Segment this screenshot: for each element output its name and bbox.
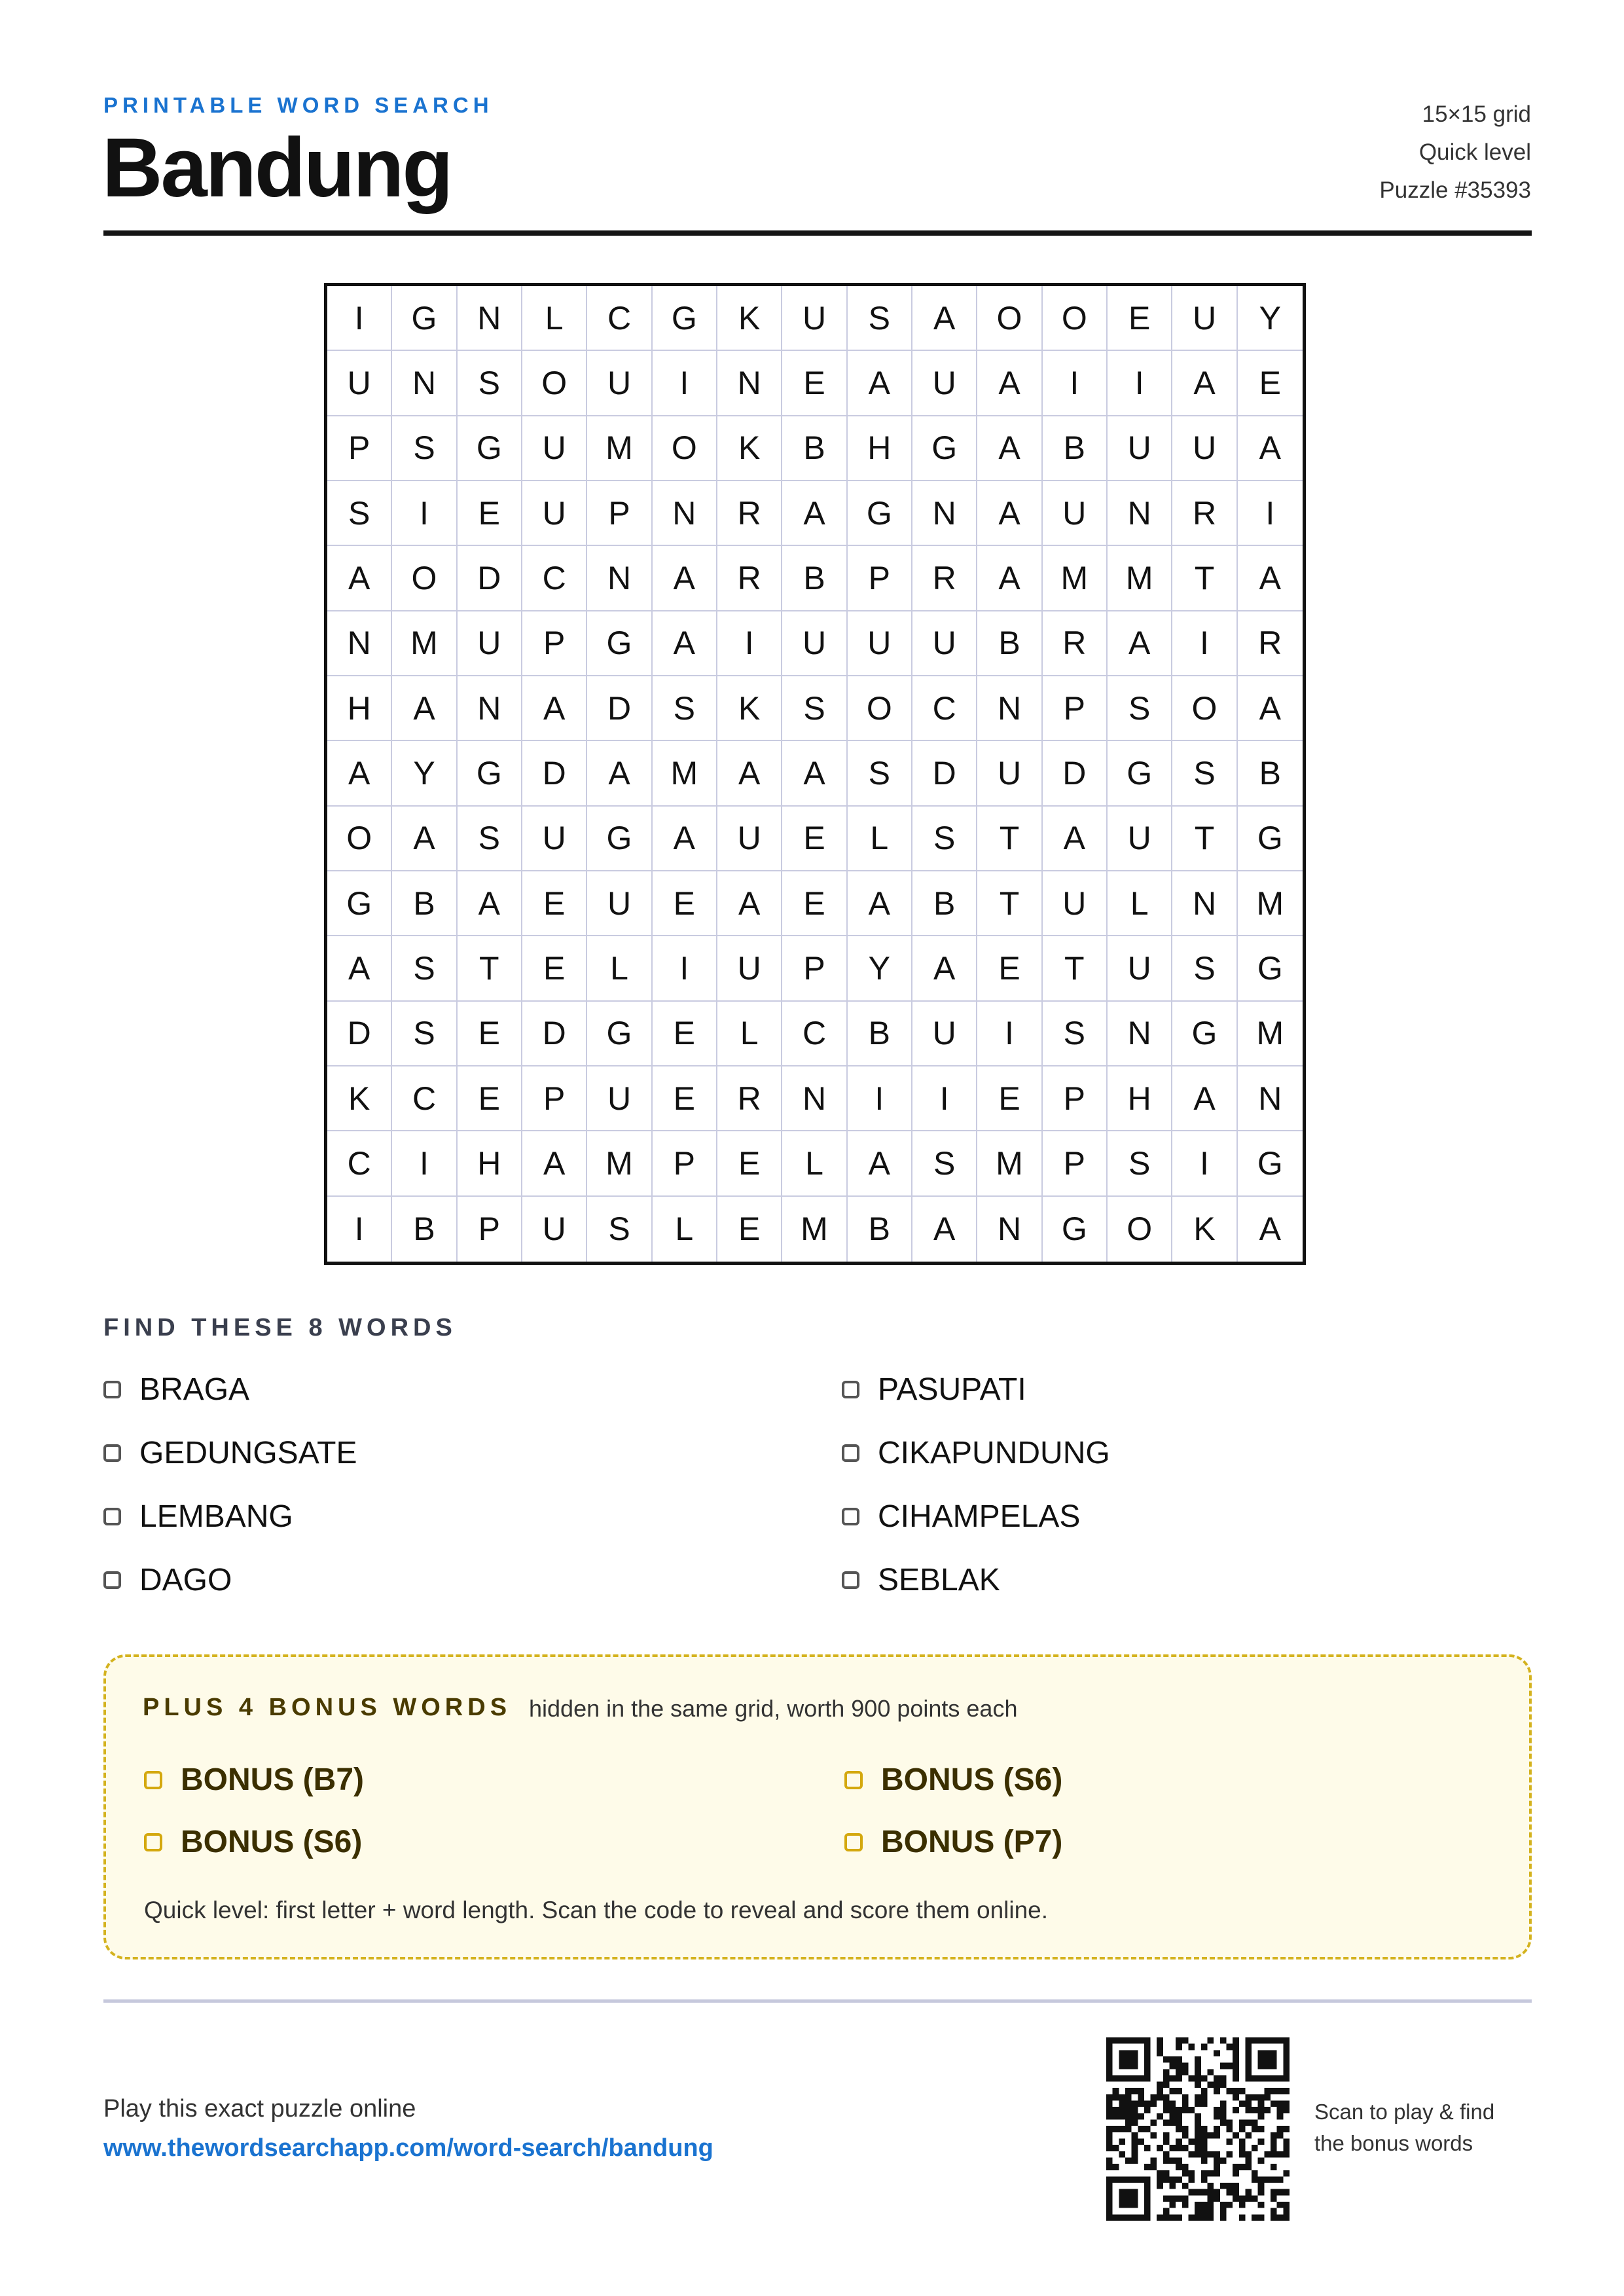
grid-cell[interactable]: A — [522, 676, 587, 741]
grid-cell[interactable]: I — [717, 611, 782, 676]
grid-cell[interactable]: H — [327, 676, 392, 741]
word-label: BRAGA — [139, 1372, 250, 1407]
grid-cell[interactable]: H — [848, 416, 912, 481]
grid-cell[interactable]: I — [392, 1131, 457, 1196]
grid-cell[interactable]: U — [522, 807, 587, 871]
grid-cell[interactable]: C — [587, 286, 652, 351]
grid-cell[interactable]: U — [848, 611, 912, 676]
grid-cell[interactable]: Y — [848, 936, 912, 1001]
grid-cell[interactable]: S — [458, 807, 522, 871]
grid-cell[interactable]: D — [587, 676, 652, 741]
grid-cell[interactable]: U — [912, 611, 977, 676]
puzzle-number-label: Puzzle #35393 — [1379, 177, 1531, 203]
grid-cell[interactable]: B — [1238, 741, 1303, 806]
grid-cell[interactable]: A — [1172, 1066, 1237, 1131]
grid-cell[interactable]: C — [782, 1002, 847, 1066]
word-item[interactable] — [842, 1372, 1026, 1408]
word-item[interactable] — [103, 1562, 232, 1598]
grid-cell[interactable]: U — [717, 936, 782, 1001]
grid-cell[interactable]: G — [587, 807, 652, 871]
checkbox-icon[interactable] — [103, 1571, 121, 1589]
grid-cell[interactable]: A — [392, 676, 457, 741]
grid-cell[interactable]: U — [1043, 481, 1108, 546]
grid-cell[interactable]: O — [522, 351, 587, 416]
grid-cell[interactable]: N — [327, 611, 392, 676]
grid-cell[interactable]: A — [848, 351, 912, 416]
word-item[interactable] — [103, 1435, 357, 1471]
grid-cell[interactable]: E — [522, 936, 587, 1001]
grid-cell[interactable]: E — [782, 871, 847, 936]
grid-cell[interactable]: P — [653, 1131, 717, 1196]
grid-cell[interactable]: G — [1172, 1002, 1237, 1066]
grid-cell[interactable]: I — [653, 936, 717, 1001]
letter-grid — [324, 283, 1306, 1265]
grid-cell[interactable]: N — [977, 1197, 1042, 1262]
grid-cell[interactable]: A — [653, 546, 717, 611]
grid-cell[interactable]: A — [1172, 351, 1237, 416]
grid-cell[interactable]: E — [653, 871, 717, 936]
grid-cell[interactable]: S — [392, 416, 457, 481]
grid-cell[interactable]: E — [977, 936, 1042, 1001]
grid-cell[interactable]: Y — [392, 741, 457, 806]
grid-cell[interactable]: M — [1043, 546, 1108, 611]
grid-cell[interactable]: I — [327, 1197, 392, 1262]
grid-cell[interactable]: A — [653, 611, 717, 676]
grid-cell[interactable]: A — [392, 807, 457, 871]
grid-cell[interactable]: A — [458, 871, 522, 936]
grid-cell[interactable]: A — [1238, 546, 1303, 611]
grid-cell[interactable]: E — [1238, 351, 1303, 416]
grid-cell[interactable]: G — [392, 286, 457, 351]
grid-cell[interactable]: I — [912, 1066, 977, 1131]
bonus-word-label: BONUS (S6) — [881, 1762, 1063, 1797]
word-label: SEBLAK — [878, 1563, 1000, 1597]
grid-cell[interactable]: T — [458, 936, 522, 1001]
grid-cell[interactable]: S — [392, 1002, 457, 1066]
grid-cell[interactable]: O — [1172, 676, 1237, 741]
grid-cell[interactable]: E — [458, 1066, 522, 1131]
grid-cell[interactable]: E — [653, 1066, 717, 1131]
grid-cell[interactable]: N — [977, 676, 1042, 741]
grid-cell[interactable]: N — [1238, 1066, 1303, 1131]
grid-cell[interactable]: M — [653, 741, 717, 806]
grid-cell[interactable]: A — [717, 871, 782, 936]
grid-cell[interactable]: I — [392, 481, 457, 546]
grid-cell[interactable]: A — [327, 741, 392, 806]
grid-cell[interactable]: G — [1238, 936, 1303, 1001]
grid-cell[interactable]: I — [977, 1002, 1042, 1066]
grid-cell[interactable]: L — [653, 1197, 717, 1262]
grid-cell[interactable]: I — [848, 1066, 912, 1131]
grid-cell[interactable]: B — [848, 1197, 912, 1262]
grid-cell[interactable]: D — [522, 1002, 587, 1066]
grid-cell[interactable]: N — [458, 286, 522, 351]
grid-cell[interactable]: K — [327, 1066, 392, 1131]
checkbox-icon[interactable] — [844, 1833, 863, 1851]
grid-cell[interactable]: S — [848, 286, 912, 351]
grid-cell[interactable]: M — [1238, 871, 1303, 936]
word-label: CIHAMPELAS — [878, 1499, 1081, 1534]
grid-cell[interactable]: B — [977, 611, 1042, 676]
grid-cell[interactable]: H — [1108, 1066, 1172, 1131]
grid-cell[interactable]: T — [1043, 936, 1108, 1001]
bonus-heading: PLUS 4 BONUS WORDS — [143, 1694, 512, 1721]
word-label: DAGO — [139, 1563, 232, 1597]
grid-cell[interactable]: A — [848, 1131, 912, 1196]
checkbox-icon[interactable] — [842, 1508, 859, 1525]
level-label: Quick level — [1418, 139, 1531, 165]
grid-cell[interactable]: M — [782, 1197, 847, 1262]
grid-cell[interactable]: P — [522, 1066, 587, 1131]
grid-cell[interactable]: S — [1043, 1002, 1108, 1066]
grid-cell[interactable]: S — [1108, 1131, 1172, 1196]
grid-cell[interactable]: G — [587, 611, 652, 676]
grid-cell[interactable]: L — [1108, 871, 1172, 936]
grid-cell[interactable]: U — [1043, 871, 1108, 936]
grid-cell[interactable]: I — [1043, 351, 1108, 416]
grid-cell[interactable]: U — [912, 1002, 977, 1066]
grid-cell[interactable]: G — [327, 871, 392, 936]
grid-cell[interactable]: N — [912, 481, 977, 546]
grid-cell[interactable]: E — [458, 481, 522, 546]
grid-cell[interactable]: S — [912, 1131, 977, 1196]
grid-cell[interactable]: K — [1172, 1197, 1237, 1262]
grid-cell[interactable]: M — [587, 1131, 652, 1196]
grid-cell[interactable]: B — [912, 871, 977, 936]
grid-cell[interactable]: N — [782, 1066, 847, 1131]
bonus-word-item[interactable] — [144, 1762, 364, 1798]
grid-cell[interactable]: N — [458, 676, 522, 741]
grid-cell[interactable]: S — [458, 351, 522, 416]
grid-cell[interactable]: A — [1043, 807, 1108, 871]
grid-cell[interactable]: M — [1238, 1002, 1303, 1066]
grid-cell[interactable]: O — [1108, 1197, 1172, 1262]
bonus-word-item[interactable] — [144, 1824, 362, 1860]
grid-cell[interactable]: A — [977, 481, 1042, 546]
grid-cell[interactable]: P — [782, 936, 847, 1001]
checkbox-icon[interactable] — [103, 1381, 121, 1398]
grid-cell[interactable]: B — [782, 416, 847, 481]
grid-cell[interactable]: O — [653, 416, 717, 481]
grid-cell[interactable]: A — [327, 546, 392, 611]
grid-cell[interactable]: N — [587, 546, 652, 611]
grid-cell[interactable]: I — [1108, 351, 1172, 416]
grid-cell[interactable]: O — [977, 286, 1042, 351]
grid-cell[interactable]: L — [587, 936, 652, 1001]
grid-cell[interactable]: C — [327, 1131, 392, 1196]
grid-cell[interactable]: R — [1238, 611, 1303, 676]
grid-cell[interactable]: A — [717, 741, 782, 806]
grid-cell[interactable]: O — [848, 676, 912, 741]
grid-cell[interactable]: A — [782, 741, 847, 806]
grid-cell[interactable]: K — [717, 416, 782, 481]
grid-cell[interactable]: A — [522, 1131, 587, 1196]
grid-cell[interactable]: A — [1108, 611, 1172, 676]
grid-cell[interactable]: B — [392, 871, 457, 936]
grid-cell[interactable]: L — [848, 807, 912, 871]
grid-cell[interactable]: C — [912, 676, 977, 741]
grid-cell[interactable]: M — [977, 1131, 1042, 1196]
grid-cell[interactable]: U — [912, 351, 977, 416]
puzzle-url-link[interactable]: www.thewordsearchapp.com/word-search/bandung — [103, 2134, 713, 2162]
grid-cell[interactable]: T — [1172, 807, 1237, 871]
grid-cell[interactable]: S — [1172, 741, 1237, 806]
grid-cell[interactable]: I — [327, 286, 392, 351]
grid-cell[interactable]: U — [458, 611, 522, 676]
grid-cell[interactable]: P — [1043, 676, 1108, 741]
grid-cell[interactable]: I — [1238, 481, 1303, 546]
grid-cell[interactable]: A — [848, 871, 912, 936]
grid-cell[interactable]: E — [977, 1066, 1042, 1131]
word-label: GEDUNGSATE — [139, 1436, 357, 1470]
grid-cell[interactable]: E — [653, 1002, 717, 1066]
grid-cell[interactable]: D — [327, 1002, 392, 1066]
grid-cell[interactable]: G — [458, 741, 522, 806]
grid-cell[interactable]: M — [1108, 546, 1172, 611]
grid-cell[interactable]: D — [458, 546, 522, 611]
checkbox-icon[interactable] — [103, 1444, 121, 1462]
bonus-note: Quick level: first letter + word length. Scan the code to reveal and score them online. — [144, 1897, 1049, 1923]
grid-cell[interactable]: E — [458, 1002, 522, 1066]
word-label: CIKAPUNDUNG — [878, 1436, 1110, 1470]
grid-cell[interactable]: E — [782, 807, 847, 871]
grid-cell[interactable]: A — [653, 807, 717, 871]
checkbox-icon[interactable] — [842, 1571, 859, 1589]
grid-cell[interactable]: G — [1043, 1197, 1108, 1262]
checkbox-icon[interactable] — [103, 1508, 121, 1525]
grid-cell[interactable]: P — [522, 611, 587, 676]
grid-cell[interactable]: P — [458, 1197, 522, 1262]
bonus-panel — [103, 1654, 1532, 1959]
word-label: PASUPATI — [878, 1372, 1026, 1407]
grid-cell[interactable]: K — [717, 286, 782, 351]
grid-cell[interactable]: A — [327, 936, 392, 1001]
eyebrow-label: PRINTABLE WORD SEARCH — [103, 93, 494, 117]
grid-cell[interactable]: B — [848, 1002, 912, 1066]
grid-cell[interactable]: H — [458, 1131, 522, 1196]
grid-cell[interactable]: I — [1172, 1131, 1237, 1196]
grid-cell[interactable]: L — [717, 1002, 782, 1066]
grid-cell[interactable]: S — [653, 676, 717, 741]
word-item[interactable] — [103, 1499, 293, 1535]
grid-cell[interactable]: U — [587, 1066, 652, 1131]
grid-cell[interactable]: S — [1108, 676, 1172, 741]
bonus-word-label: BONUS (S6) — [181, 1825, 363, 1859]
grid-cell[interactable]: B — [392, 1197, 457, 1262]
grid-cell[interactable]: G — [912, 416, 977, 481]
grid-cell[interactable]: E — [717, 1197, 782, 1262]
grid-cell[interactable]: A — [912, 286, 977, 351]
grid-cell[interactable]: M — [587, 416, 652, 481]
grid-cell[interactable]: A — [912, 1197, 977, 1262]
grid-cell[interactable]: S — [912, 807, 977, 871]
grid-cell[interactable]: D — [912, 741, 977, 806]
grid-cell[interactable]: I — [1172, 611, 1237, 676]
bonus-word-label: BONUS (P7) — [881, 1825, 1063, 1859]
grid-cell[interactable]: O — [327, 807, 392, 871]
grid-cell[interactable]: U — [977, 741, 1042, 806]
scan-caption-line: Scan to play & find — [1314, 2100, 1495, 2124]
grid-cell[interactable]: E — [522, 871, 587, 936]
checkbox-icon[interactable] — [144, 1771, 162, 1789]
grid-cell[interactable]: U — [782, 611, 847, 676]
grid-cell[interactable]: U — [587, 871, 652, 936]
grid-cell[interactable]: R — [912, 546, 977, 611]
grid-cell[interactable]: S — [392, 936, 457, 1001]
grid-cell[interactable]: G — [1238, 1131, 1303, 1196]
grid-cell[interactable]: G — [458, 416, 522, 481]
bonus-word-item[interactable] — [844, 1762, 1062, 1798]
qr-code-icon[interactable] — [1106, 2037, 1290, 2221]
bonus-word-label: BONUS (B7) — [181, 1762, 365, 1797]
grid-cell[interactable]: P — [327, 416, 392, 481]
grid-cell[interactable]: U — [327, 351, 392, 416]
play-online-text: Play this exact puzzle online — [103, 2095, 416, 2123]
footer-divider — [103, 1999, 1532, 2003]
grid-cell[interactable]: K — [717, 676, 782, 741]
grid-cell[interactable]: G — [848, 481, 912, 546]
grid-cell[interactable]: A — [977, 416, 1042, 481]
grid-cell[interactable]: N — [1172, 871, 1237, 936]
grid-cell[interactable]: N — [717, 351, 782, 416]
grid-cell[interactable]: R — [717, 546, 782, 611]
word-item[interactable] — [842, 1499, 1080, 1535]
word-list-heading: FIND THESE 8 WORDS — [103, 1314, 457, 1341]
grid-size-label: 15×15 grid — [1422, 101, 1531, 127]
grid-cell[interactable]: U — [522, 416, 587, 481]
word-item[interactable] — [103, 1372, 249, 1408]
grid-cell[interactable]: C — [522, 546, 587, 611]
grid-cell[interactable]: P — [1043, 1131, 1108, 1196]
grid-cell[interactable]: N — [1108, 481, 1172, 546]
grid-cell[interactable]: I — [653, 351, 717, 416]
checkbox-icon[interactable] — [844, 1771, 863, 1789]
grid-cell[interactable]: R — [717, 1066, 782, 1131]
grid-cell[interactable]: G — [1238, 807, 1303, 871]
grid-cell[interactable]: S — [848, 741, 912, 806]
grid-cell[interactable]: R — [1043, 611, 1108, 676]
grid-cell[interactable]: U — [717, 807, 782, 871]
grid-cell[interactable]: B — [782, 546, 847, 611]
page-title: Bandung — [102, 121, 452, 215]
grid-cell[interactable]: D — [1043, 741, 1108, 806]
grid-cell[interactable]: N — [653, 481, 717, 546]
grid-cell[interactable]: P — [1043, 1066, 1108, 1131]
grid-cell[interactable]: A — [1238, 676, 1303, 741]
grid-cell[interactable]: O — [392, 546, 457, 611]
grid-cell[interactable]: O — [1043, 286, 1108, 351]
grid-cell[interactable]: T — [977, 871, 1042, 936]
grid-cell[interactable]: U — [782, 286, 847, 351]
checkbox-icon[interactable] — [144, 1833, 162, 1851]
grid-cell[interactable]: T — [977, 807, 1042, 871]
word-item[interactable] — [842, 1562, 1000, 1598]
grid-cell[interactable]: S — [587, 1197, 652, 1262]
grid-cell[interactable]: L — [522, 286, 587, 351]
grid-cell[interactable]: R — [717, 481, 782, 546]
scan-caption — [1314, 2096, 1494, 2159]
grid-cell[interactable]: U — [1108, 416, 1172, 481]
grid-cell[interactable]: U — [1172, 416, 1237, 481]
word-label: LEMBANG — [139, 1499, 293, 1534]
grid-cell[interactable]: A — [587, 741, 652, 806]
grid-cell[interactable]: U — [587, 351, 652, 416]
bonus-subtitle: hidden in the same grid, worth 900 points each — [529, 1695, 1018, 1722]
grid-cell[interactable]: R — [1172, 481, 1237, 546]
grid-cell[interactable]: P — [848, 546, 912, 611]
grid-cell[interactable]: E — [717, 1131, 782, 1196]
grid-cell[interactable]: G — [1108, 741, 1172, 806]
grid-cell[interactable]: A — [1238, 416, 1303, 481]
grid-cell[interactable]: D — [522, 741, 587, 806]
grid-cell[interactable]: U — [1108, 936, 1172, 1001]
grid-cell[interactable]: U — [522, 1197, 587, 1262]
grid-cell[interactable]: A — [1259, 1211, 1281, 1248]
grid-cell[interactable]: T — [1172, 546, 1237, 611]
grid-cell[interactable]: S — [782, 676, 847, 741]
grid-cell[interactable]: A — [977, 546, 1042, 611]
grid-cell[interactable]: M — [392, 611, 457, 676]
grid-cell[interactable]: G — [653, 286, 717, 351]
grid-cell[interactable]: S — [327, 481, 392, 546]
grid-cell[interactable]: L — [782, 1131, 847, 1196]
word-item[interactable] — [842, 1435, 1110, 1471]
grid-cell[interactable]: U — [522, 481, 587, 546]
grid-cell[interactable]: S — [1172, 936, 1237, 1001]
puzzle-meta — [1379, 96, 1531, 210]
grid-cell[interactable]: C — [392, 1066, 457, 1131]
bonus-word-item[interactable] — [844, 1824, 1062, 1860]
grid-cell[interactable]: U — [1108, 807, 1172, 871]
grid-cell[interactable]: E — [1108, 286, 1172, 351]
checkbox-icon[interactable] — [842, 1381, 859, 1398]
scan-caption-line: the bonus words — [1314, 2131, 1473, 2155]
checkbox-icon[interactable] — [842, 1444, 859, 1462]
grid-cell[interactable]: G — [587, 1002, 652, 1066]
grid-cell[interactable]: P — [587, 481, 652, 546]
grid-cell[interactable]: A — [782, 481, 847, 546]
grid-cell[interactable]: U — [1172, 286, 1237, 351]
grid-cell[interactable]: B — [1043, 416, 1108, 481]
grid-cell[interactable]: N — [1108, 1002, 1172, 1066]
header-divider — [103, 230, 1532, 236]
grid-cell[interactable]: A — [912, 936, 977, 1001]
grid-cell[interactable]: N — [392, 351, 457, 416]
grid-cell[interactable]: A — [977, 351, 1042, 416]
grid-cell[interactable]: E — [782, 351, 847, 416]
grid-cell[interactable]: Y — [1238, 286, 1303, 351]
